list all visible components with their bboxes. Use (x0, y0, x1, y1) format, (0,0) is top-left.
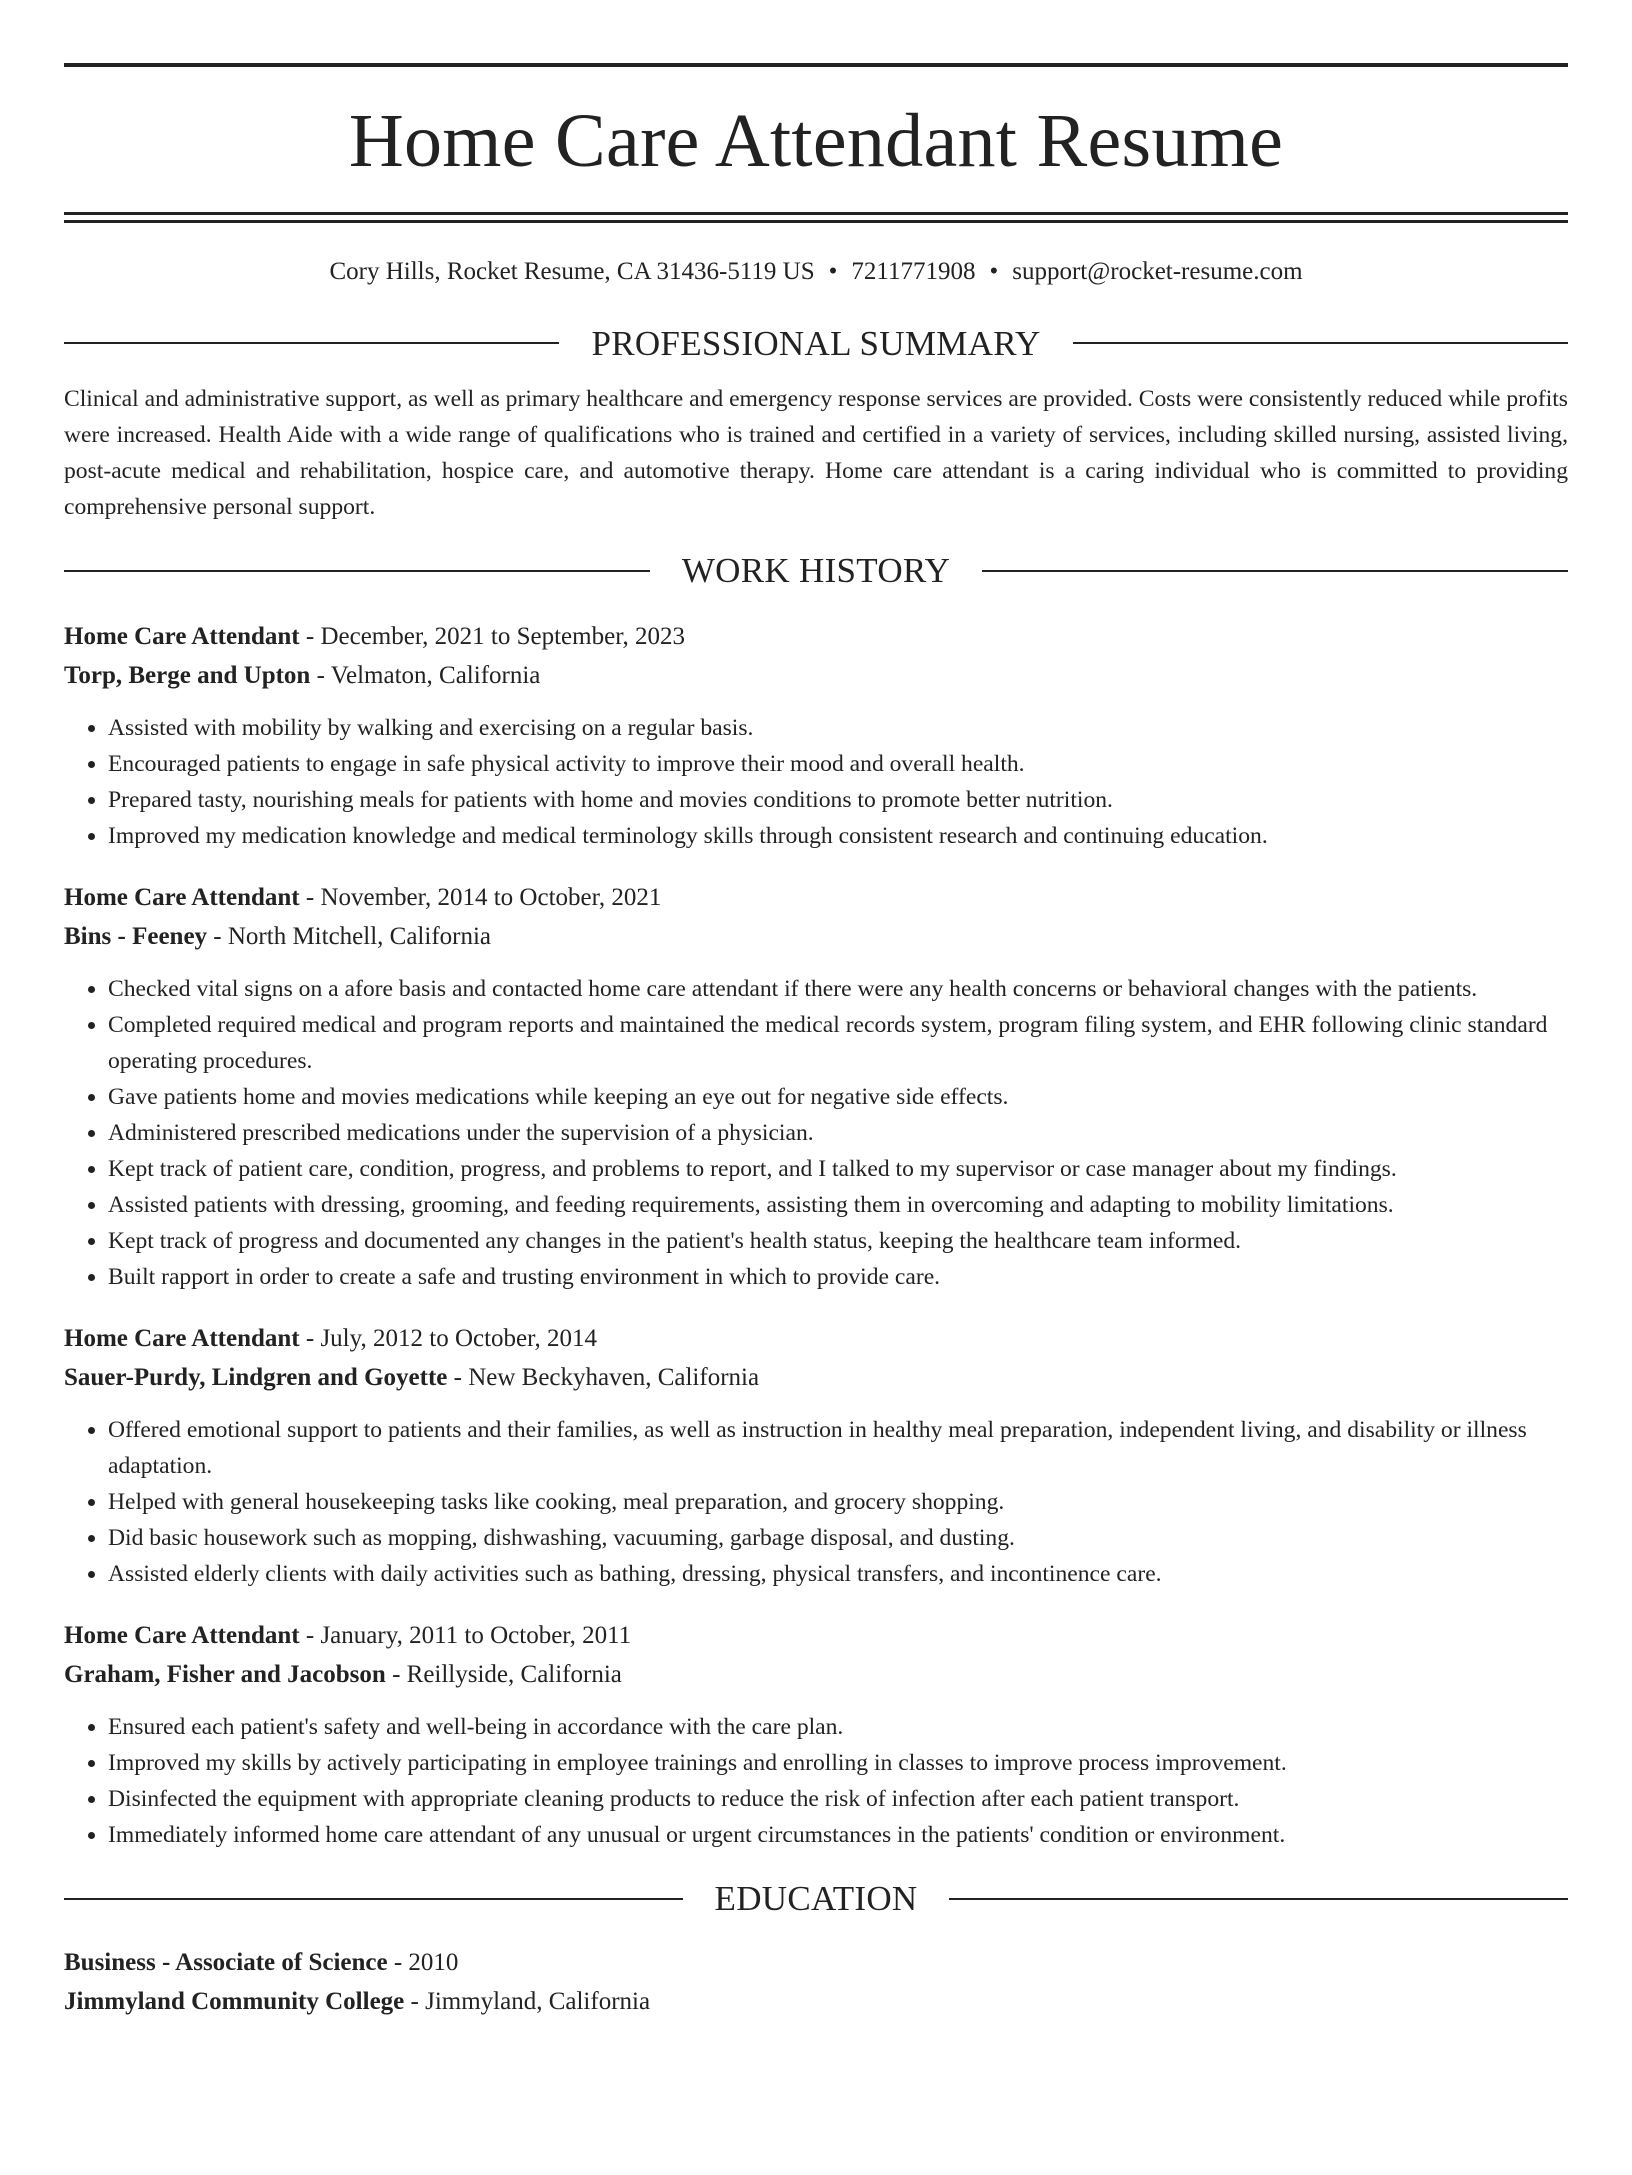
contact-separator: • (828, 258, 838, 285)
list-item: • Improved my skills by actively participating in employee trainings and enrolling in classes to improve process improvement. (108, 1745, 1568, 1781)
education-school-line (64, 1982, 1568, 2021)
section-rule-right (949, 1898, 1568, 1900)
education-entry (64, 1943, 1568, 2021)
section-rule-right (982, 570, 1568, 572)
section-rule-left (64, 342, 559, 344)
list-item: • Assisted with mobility by walking and exercising on a regular basis. (108, 710, 1568, 746)
job-entry (64, 1319, 1568, 1592)
job-company-line (64, 1358, 1568, 1397)
job-duties-list (64, 710, 1568, 854)
section-rule-right (1073, 342, 1568, 344)
top-rule (64, 63, 1568, 67)
job-company-line (64, 656, 1568, 695)
job-company-line (64, 1655, 1568, 1694)
summary-paragraph: Clinical and administrative support, as well as primary healthcare and emergency response services are provided. Costs were consistently reduced while profits were increased. Health Aide with a wide range of qualifications who is trained and certified in a variety of services, including skilled nursing, assisted living, post-acute medical and rehabilitation, hospice care, and automotive therapy. Home care attendant is a caring individual who is committed to providing comprehensive personal support. (64, 386, 1568, 520)
job-title-line (64, 617, 1568, 656)
job-dates: - November, 2014 to October, 2021 (299, 883, 662, 911)
section-header-education (64, 1877, 1568, 1921)
job-entry (64, 617, 1568, 854)
list-item: • Completed required medical and program reports and maintained the medical records system, program filing system, and EHR following clinic standard operating procedures. (108, 1007, 1568, 1079)
contact-email: support@rocket-resume.com (1012, 258, 1303, 285)
job-company: Graham, Fisher and Jacobson (64, 1660, 386, 1688)
list-item: • Improved my medication knowledge and medical terminology skills through consistent research and continuing education. (108, 818, 1568, 854)
job-title-line (64, 878, 1568, 917)
list-item: • Immediately informed home care attendant of any unusual or urgent circumstances in the patients' condition or environment. (108, 1817, 1568, 1853)
resume-page (0, 63, 1632, 2175)
education-year: - 2010 (387, 1948, 459, 1976)
job-location: - New Beckyhaven, California (447, 1363, 760, 1391)
contact-address: Cory Hills, Rocket Resume, CA 31436-5119 US (329, 258, 815, 285)
list-item: • Checked vital signs on a afore basis and contacted home care attendant if there were any health concerns or behavioral changes with the patients. (108, 971, 1568, 1007)
job-company: Torp, Berge and Upton (64, 661, 311, 689)
list-item: • Gave patients home and movies medications while keeping an eye out for negative side effects. (108, 1079, 1568, 1115)
list-item: • Offered emotional support to patients and their families, as well as instruction in healthy meal preparation, independent living, and disability or illness adaptation. (108, 1412, 1568, 1484)
job-title-line (64, 1616, 1568, 1655)
job-company: Sauer-Purdy, Lindgren and Goyette (64, 1363, 448, 1391)
job-company-line (64, 917, 1568, 956)
job-title-line (64, 1319, 1568, 1358)
list-item: • Disinfected the equipment with appropriate cleaning products to reduce the risk of infection after each patient transport. (108, 1781, 1568, 1817)
education-degree: Business - Associate of Science (64, 1948, 388, 1976)
job-duties-list (64, 971, 1568, 1295)
work-history-list (64, 617, 1568, 1853)
list-item: • Kept track of patient care, condition, progress, and problems to report, and I talked to my supervisor or case manager about my findings. (108, 1151, 1568, 1187)
job-entry (64, 1616, 1568, 1853)
contact-line (64, 257, 1568, 287)
section-title: WORK HISTORY (681, 551, 951, 591)
job-duties-list (64, 1709, 1568, 1853)
list-item: • Assisted patients with dressing, grooming, and feeding requirements, assisting them in overcoming and adapting to mobility limitations. (108, 1187, 1568, 1223)
section-title: EDUCATION (714, 1879, 918, 1919)
education-school: Jimmyland Community College (64, 1987, 405, 2015)
contact-separator: • (989, 258, 999, 285)
job-title: Home Care Attendant (64, 883, 300, 911)
list-item: • Administered prescribed medications under the supervision of a physician. (108, 1115, 1568, 1151)
education-degree-line (64, 1943, 1568, 1982)
list-item: • Built rapport in order to create a safe and trusting environment in which to provide care. (108, 1259, 1568, 1295)
job-title: Home Care Attendant (64, 622, 300, 650)
contact-phone: 7211771908 (851, 258, 976, 285)
job-location: - Velmaton, California (310, 661, 541, 689)
job-title: Home Care Attendant (64, 1324, 300, 1352)
title-double-rule (64, 212, 1568, 223)
job-dates: - July, 2012 to October, 2014 (299, 1324, 597, 1352)
list-item: • Did basic housework such as mopping, dishwashing, vacuuming, garbage disposal, and dusting. (108, 1520, 1568, 1556)
section-title: PROFESSIONAL SUMMARY (591, 323, 1041, 363)
list-item: • Encouraged patients to engage in safe physical activity to improve their mood and overall health. (108, 746, 1568, 782)
section-header-work (64, 549, 1568, 593)
job-location: - North Mitchell, California (207, 922, 492, 950)
section-rule-left (64, 570, 650, 572)
job-title: Home Care Attendant (64, 1621, 300, 1649)
section-header-summary (64, 321, 1568, 365)
job-duties-list (64, 1412, 1568, 1592)
list-item: • Prepared tasty, nourishing meals for patients with home and movies conditions to promote better nutrition. (108, 782, 1568, 818)
job-entry (64, 878, 1568, 1295)
resume-title: Home Care Attendant Resume (348, 99, 1284, 183)
education-location: - Jimmyland, California (404, 1987, 651, 2015)
job-location: - Reillyside, California (385, 1660, 622, 1688)
list-item: • Ensured each patient's safety and well-being in accordance with the care plan. (108, 1709, 1568, 1745)
section-rule-left (64, 1898, 683, 1900)
job-dates: - December, 2021 to September, 2023 (299, 622, 686, 650)
list-item: • Helped with general housekeeping tasks like cooking, meal preparation, and grocery shopping. (108, 1484, 1568, 1520)
list-item: • Kept track of progress and documented any changes in the patient's health status, keeping the healthcare team informed. (108, 1223, 1568, 1259)
job-company: Bins - Feeney (64, 922, 208, 950)
list-item: • Assisted elderly clients with daily activities such as bathing, dressing, physical transfers, and incontinence care. (108, 1556, 1568, 1592)
job-dates: - January, 2011 to October, 2011 (299, 1621, 632, 1649)
